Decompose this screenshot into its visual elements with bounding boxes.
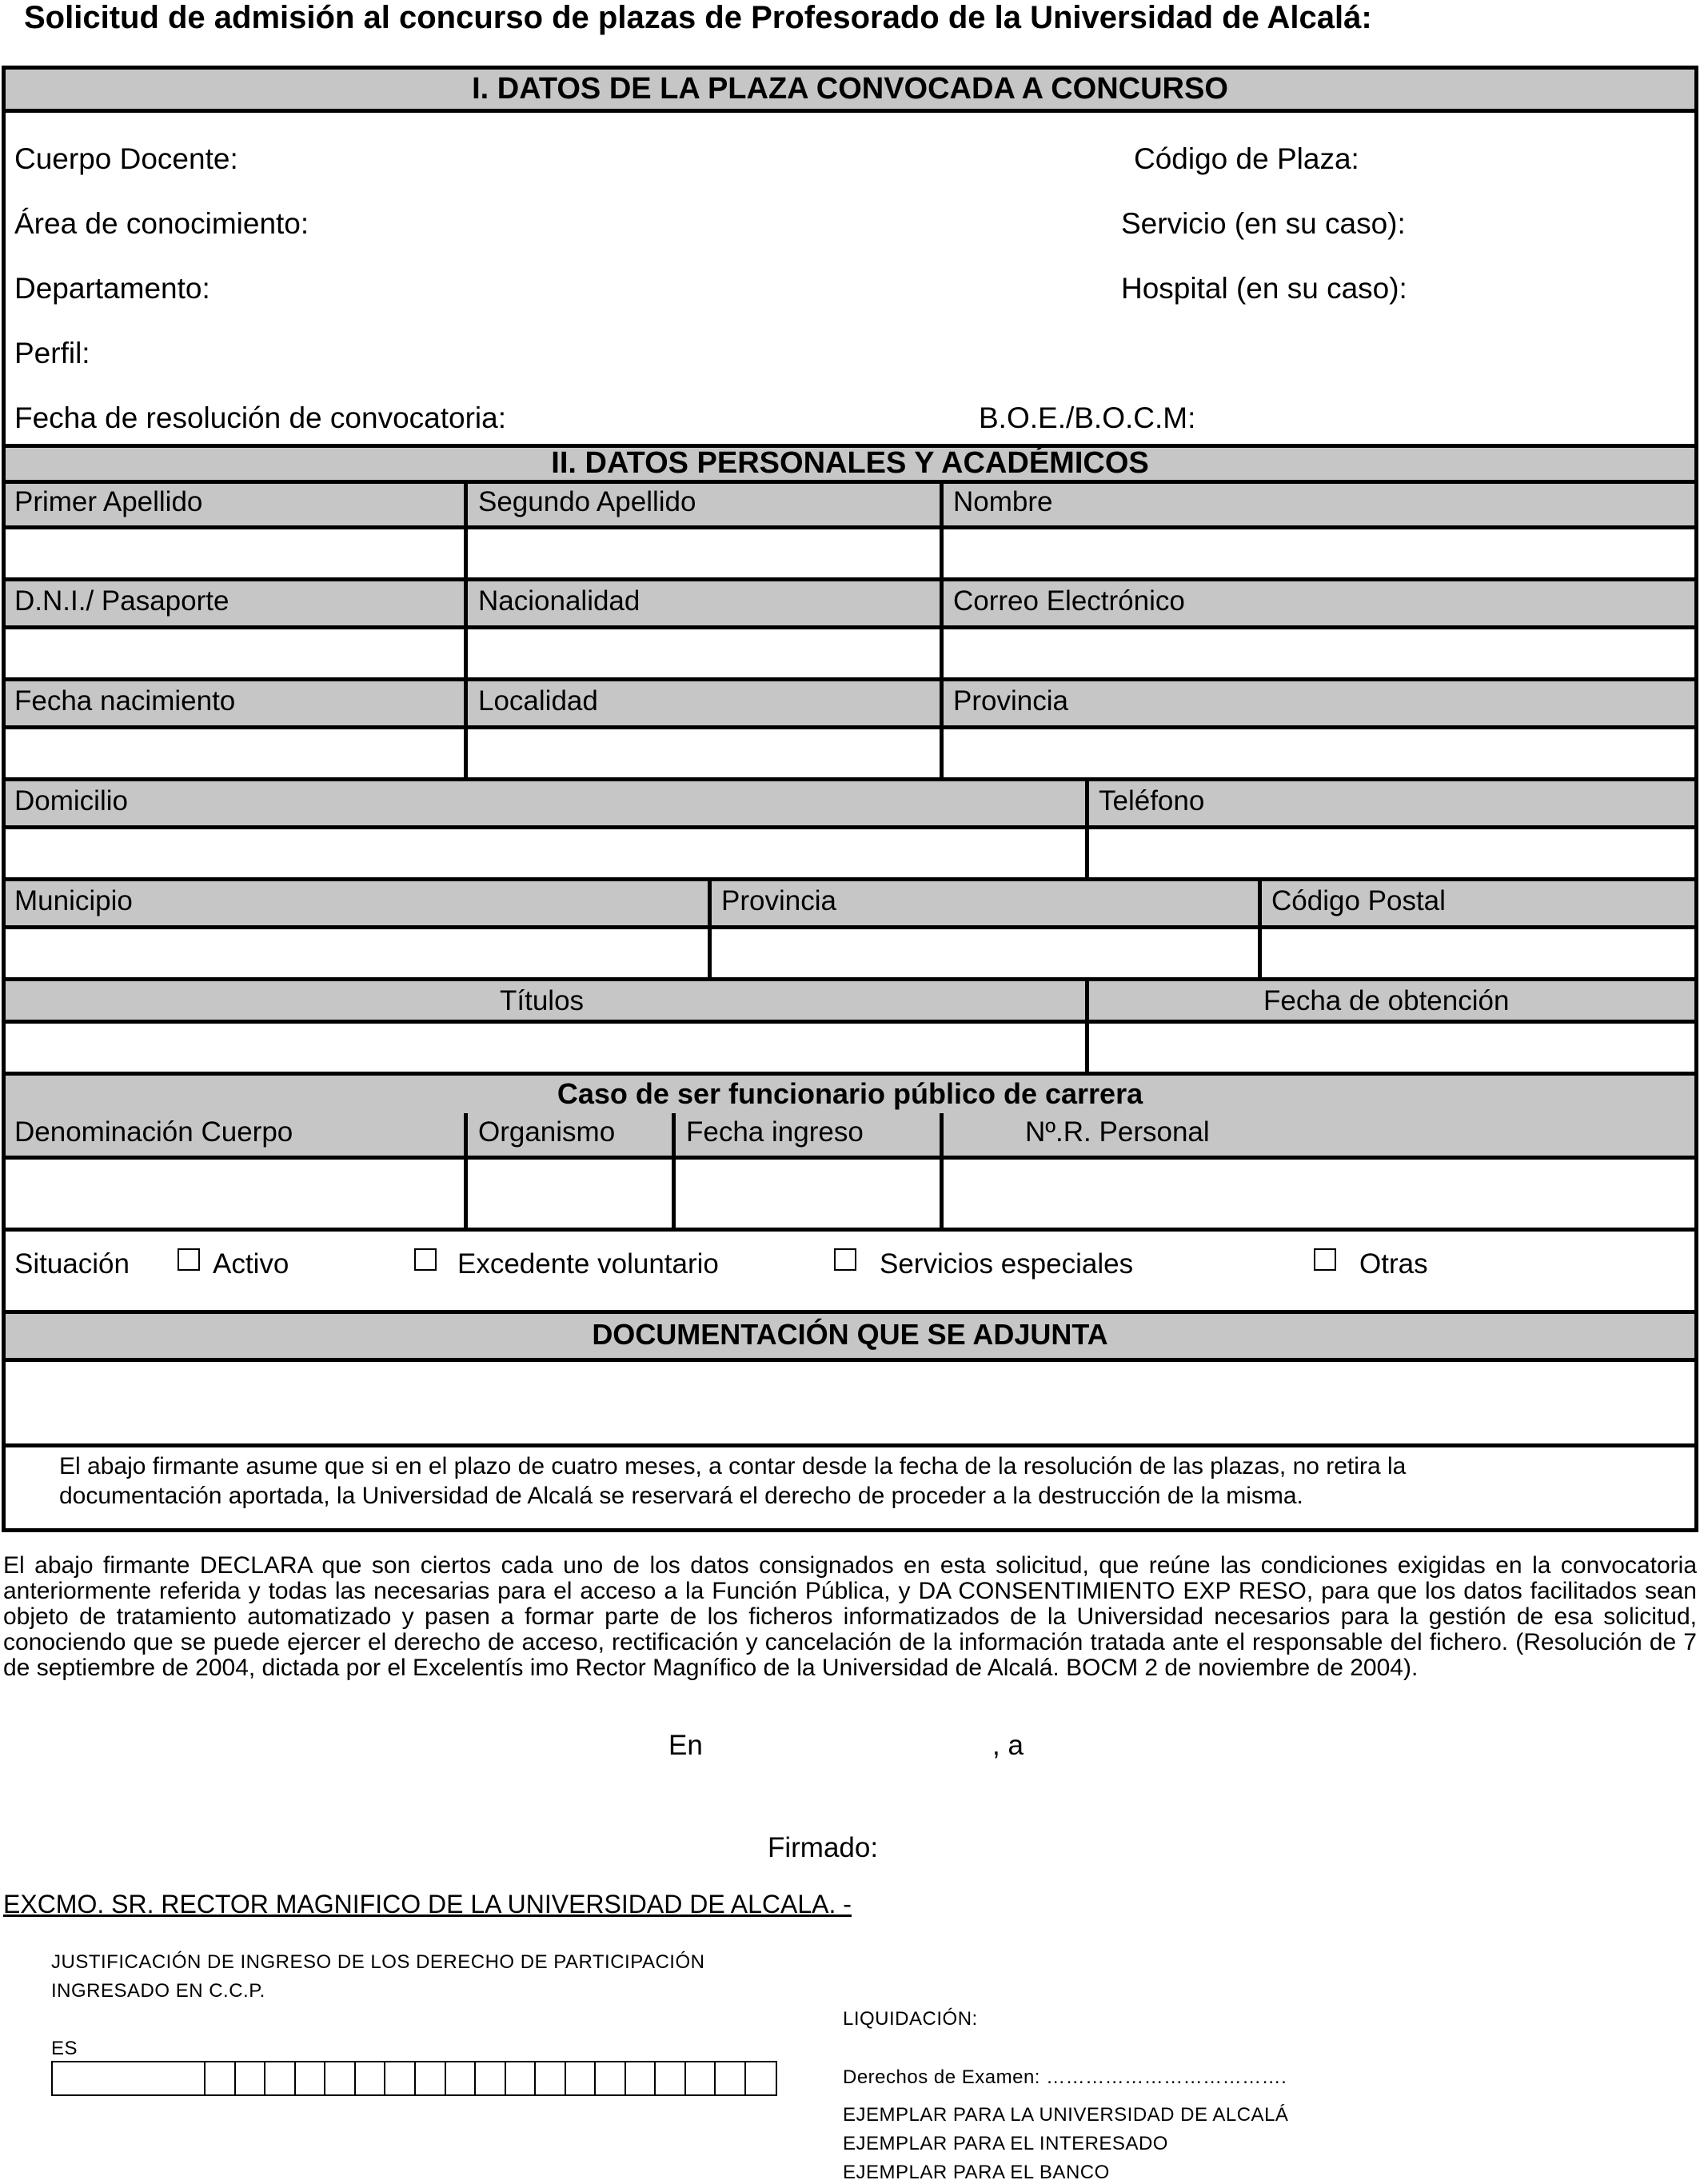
cuerpo-docente-label: Cuerpo Docente: (14, 142, 238, 175)
justificacion-line-2: INGRESADO EN C.C.P. (51, 1980, 265, 2002)
organismo-label: Organismo (478, 1116, 616, 1148)
municipio-label: Municipio (14, 885, 133, 916)
fecha-obtencion-label: Fecha de obtención (1263, 985, 1510, 1016)
correo-label: Correo Electrónico (953, 585, 1185, 617)
fecha-obtencion-field[interactable] (1091, 1024, 1694, 1072)
excedente-checkbox[interactable] (414, 1248, 437, 1271)
situacion-label: Situación (14, 1248, 130, 1280)
activo-checkbox[interactable] (178, 1248, 200, 1271)
provincia-field[interactable] (945, 729, 1694, 777)
dni-field[interactable] (6, 629, 464, 677)
servicios-especiales-checkbox[interactable] (834, 1248, 856, 1271)
primer-apellido-field[interactable] (6, 529, 464, 577)
ejemplar-banco: EJEMPLAR PARA EL BANCO (843, 2162, 1110, 2183)
documentacion-note-line-2: documentación aportada, la Universidad de Alcalá se reservará el derecho de proceder a la destrucción de la misma. (59, 1483, 1303, 1509)
codigo-plaza-label: Código de Plaza: (1134, 142, 1359, 175)
fecha-ingreso-label: Fecha ingreso (686, 1116, 864, 1148)
provincia-2-field[interactable] (713, 929, 1258, 977)
titulos-label: Títulos (500, 985, 585, 1016)
declaration-text: El abajo firmante DECLARA que son ciertos cada uno de los datos consignados en esta solicitud, que reúne las condiciones exigidas en la convocatoria anteriormente referida y todas las necesarias para el acceso a la Función Pública, y DA CONSENTIMIENTO EXP RESO, para que los datos facilitados sean objeto de tratamiento automatizado y pasen a formar parte de los ficheros informatizados de la Universidad necesarios para la gestión de esa solicitud, conociendo que se puede ejercer el derecho de acceso, rectificación y cancelación de la información tratada ante el responsable del fichero. (Resolución de 7 de septiembre de 2004, dictada por el Excelentís imo Rector Magnífico de la Universidad de Alcalá. BOCM 2 de noviembre de 2004). (3, 1552, 1697, 1681)
otras-label: Otras (1359, 1248, 1428, 1280)
funcionario-header: Caso de ser funcionario público de carrera (557, 1077, 1143, 1110)
segundo-apellido-label: Segundo Apellido (478, 486, 696, 517)
en-label: En (668, 1730, 703, 1761)
denominacion-cuerpo-field[interactable] (6, 1160, 464, 1228)
nombre-field[interactable] (945, 529, 1694, 577)
a-label: , a (992, 1730, 1024, 1761)
nrp-field[interactable] (945, 1160, 1694, 1228)
localidad-field[interactable] (469, 729, 940, 777)
justificacion-line-1: JUSTIFICACIÓN DE INGRESO DE LOS DERECHO DE PARTICIPACIÓN (51, 1951, 705, 1973)
otras-checkbox[interactable] (1314, 1248, 1336, 1271)
codigo-postal-field[interactable] (1263, 929, 1694, 977)
derechos-examen-label: Derechos de Examen: ………………………………. (843, 2066, 1287, 2088)
excedente-label: Excedente voluntario (457, 1248, 719, 1280)
servicio-label: Servicio (en su caso): (1121, 207, 1406, 240)
nacionalidad-label: Nacionalidad (478, 585, 640, 617)
organismo-field[interactable] (469, 1160, 672, 1228)
es-label: ES (51, 2038, 78, 2059)
ejemplar-universidad: EJEMPLAR PARA LA UNIVERSIDAD DE ALCALÁ (843, 2104, 1289, 2126)
primer-apellido-label: Primer Apellido (14, 486, 203, 517)
telefono-label: Teléfono (1099, 785, 1205, 817)
denominacion-cuerpo-label: Denominación Cuerpo (14, 1116, 293, 1148)
fecha-ingreso-field[interactable] (677, 1160, 940, 1228)
documentacion-field[interactable] (6, 1362, 1694, 1443)
ejemplar-interesado: EJEMPLAR PARA EL INTERESADO (843, 2133, 1168, 2154)
domicilio-field[interactable] (6, 829, 1085, 877)
nrp-label: Nº.R. Personal (1025, 1116, 1210, 1148)
domicilio-label: Domicilio (14, 785, 128, 817)
firmado-label: Firmado: (768, 1832, 879, 1863)
fecha-resolucion-label: Fecha de resolución de convocatoria: (14, 401, 506, 434)
departamento-label: Departamento: (14, 272, 210, 305)
segundo-apellido-field[interactable] (469, 529, 940, 577)
documentacion-header: DOCUMENTACIÓN QUE SE ADJUNTA (592, 1318, 1108, 1351)
liquidacion-label: LIQUIDACIÓN: (843, 2008, 978, 2030)
area-conocimiento-label: Área de conocimiento: (14, 207, 309, 240)
fecha-nacimiento-field[interactable] (6, 729, 464, 777)
localidad-label: Localidad (478, 685, 598, 717)
hospital-label: Hospital (en su caso): (1121, 272, 1407, 305)
ccc-account-boxes[interactable] (51, 2061, 777, 2096)
section-2-header: II. DATOS PERSONALES Y ACADÉMICOS (551, 446, 1149, 480)
titulos-field[interactable] (6, 1024, 1085, 1072)
servicios-especiales-label: Servicios especiales (880, 1248, 1134, 1280)
documentacion-note-line-1: El abajo firmante asume que si en el plazo de cuatro meses, a contar desde la fecha de la resolución de las plazas, no retira la (59, 1453, 1407, 1479)
page-title: Solicitud de admisión al concurso de plazas de Profesorado de la Universidad de Alcalá: (24, 0, 1372, 35)
section-1-box (2, 66, 1698, 448)
nacionalidad-field[interactable] (469, 629, 940, 677)
municipio-field[interactable] (6, 929, 708, 977)
rector-line: EXCMO. SR. RECTOR MAGNIFICO DE LA UNIVERSIDAD DE ALCALA. - (3, 1890, 852, 1918)
correo-field[interactable] (945, 629, 1694, 677)
codigo-postal-label: Código Postal (1271, 885, 1446, 916)
provincia-label: Provincia (953, 685, 1068, 717)
boe-label: B.O.E./B.O.C.M: (979, 401, 1196, 434)
activo-label: Activo (213, 1248, 289, 1280)
perfil-label: Perfil: (14, 337, 90, 369)
section-1-header: I. DATOS DE LA PLAZA CONVOCADA A CONCURSO (472, 72, 1228, 106)
fecha-nacimiento-label: Fecha nacimiento (14, 685, 236, 717)
nombre-label: Nombre (953, 486, 1053, 517)
provincia-2-label: Provincia (721, 885, 836, 916)
telefono-field[interactable] (1091, 829, 1694, 877)
dni-label: D.N.I./ Pasaporte (14, 585, 229, 617)
